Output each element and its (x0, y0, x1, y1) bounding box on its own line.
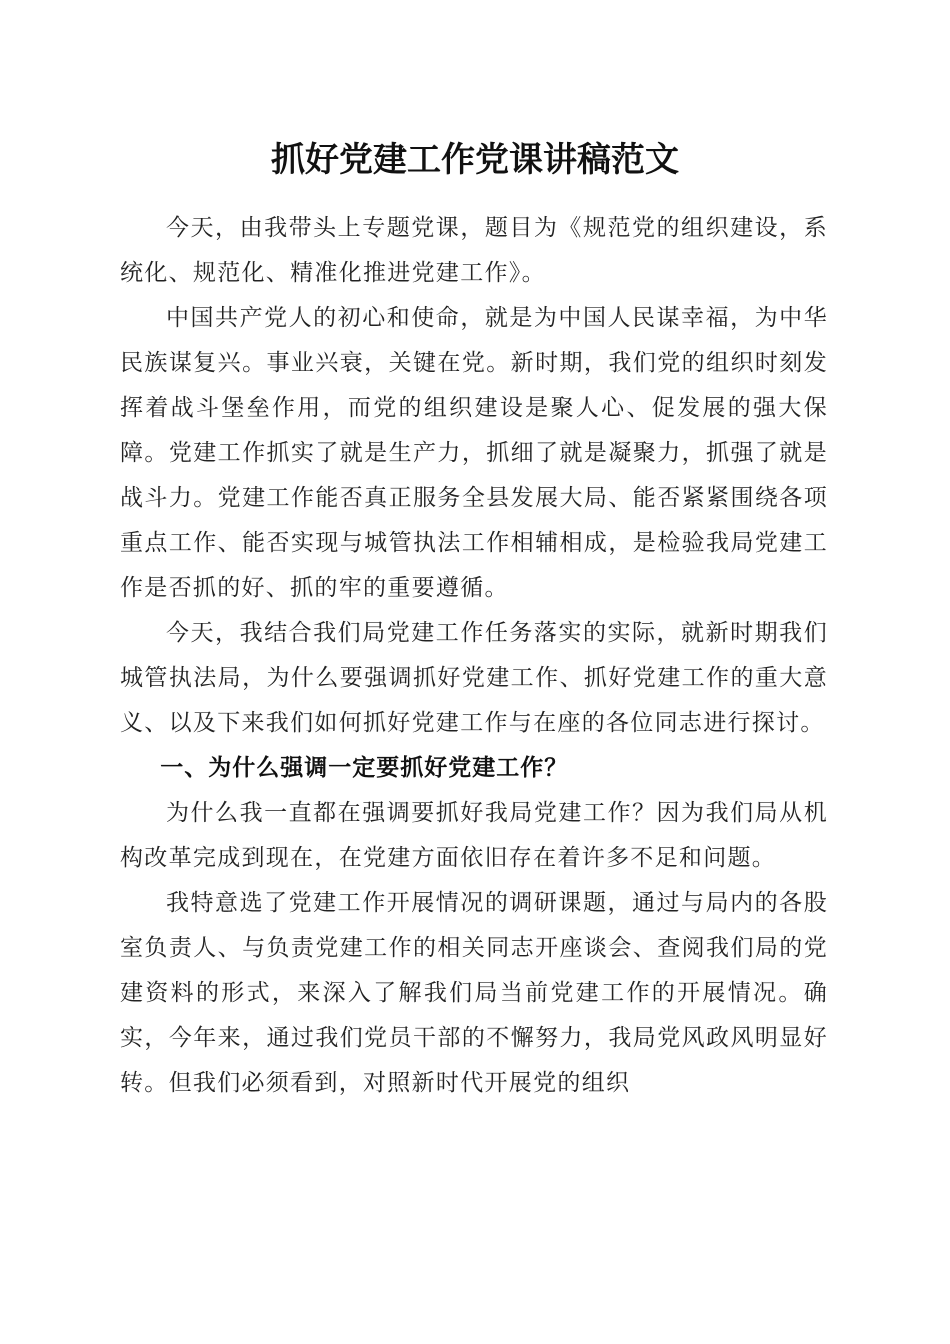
paragraph-research: 我特意选了党建工作开展情况的调研课题，通过与局内的各股室负责人、与负责党建工作的相关同志开座谈会、查阅我们局的党建资料的形式，来深入了解我们局当前党建工作的开展情况。确实，今年来，通过我们党员干部的不懈努力，我局党风政风明显好转。但我们必须看到，对照新时代开展党的组织 (120, 890, 828, 1096)
document-body (120, 206, 828, 1106)
paragraph-intro: 今天，由我带头上专题党课，题目为《规范党的组织建设，系统化、规范化、精准化推进党建工作》。 (120, 215, 828, 286)
paragraph-purpose: 今天，我结合我们局党建工作任务落实的实际，就新时期我们城管执法局，为什么要强调抓好党建工作、抓好党建工作的重大意义、以及下来我们如何抓好党建工作与在座的各位同志进行探讨。 (120, 620, 828, 736)
paragraph-why: 为什么我一直都在强调要抓好我局党建工作？因为我们局从机构改革完成到现在，在党建方面依旧存在着许多不足和问题。 (120, 800, 828, 871)
section-heading: 一、为什么强调一定要抓好党建工作？ (160, 755, 569, 781)
document-title: 抓好党建工作党课讲稿范文 (271, 140, 679, 180)
paragraph-mission: 中国共产党人的初心和使命，就是为中国人民谋幸福，为中华民族谋复兴。事业兴衰，关键在党。新时期，我们党的组织时刻发挥着战斗堡垒作用，而党的组织建设是聚人心、促发展的强大保障。党建工作抓实了就是生产力，抓细了就是凝聚力，抓强了就是战斗力。党建工作能否真正服务全县发展大局、能否紧紧围绕各项重点工作、能否实现与城管执法工作相辅相成，是检验我局党建工作是否抓的好、抓的牢的重要遵循。 (120, 305, 828, 601)
